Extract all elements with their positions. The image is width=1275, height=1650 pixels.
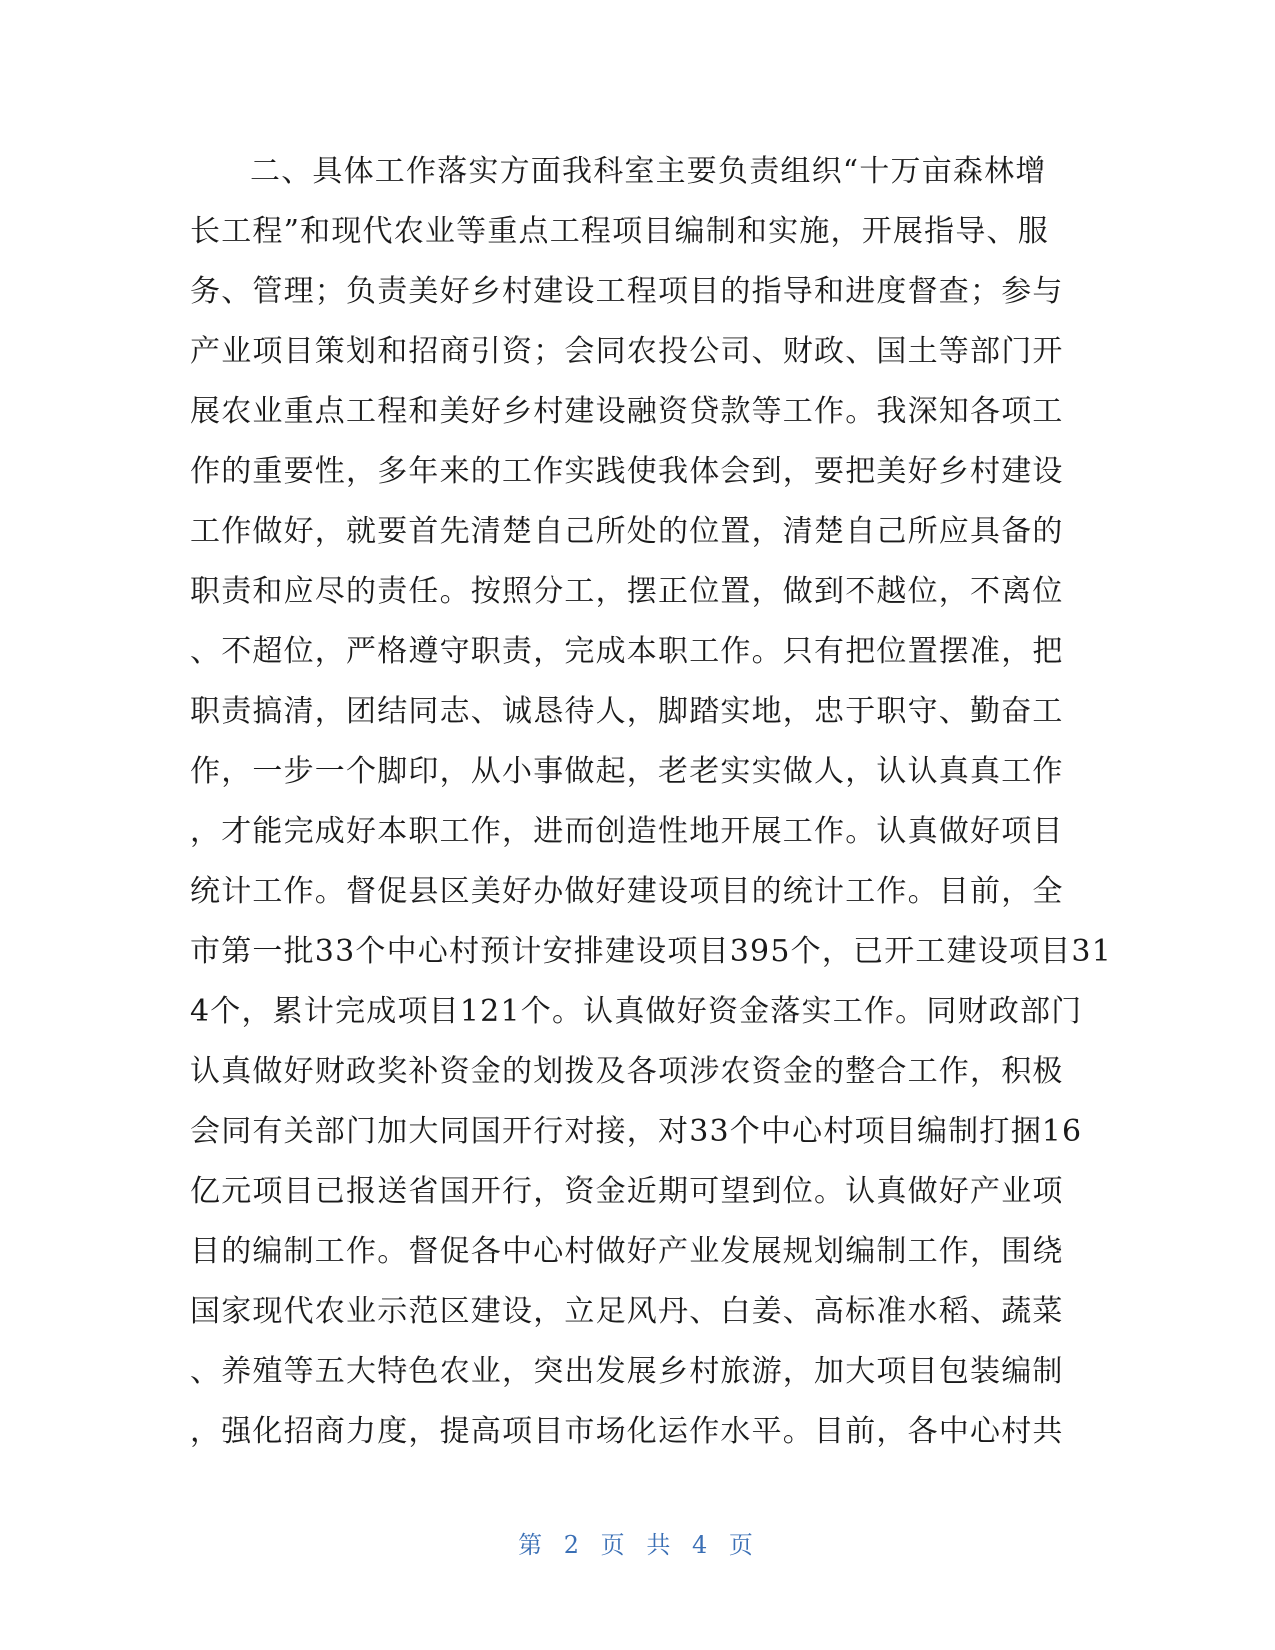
text-line: ，强化招商力度，提高项目市场化运作水平。目前，各中心村共 (190, 1414, 1064, 1449)
text-line: 市第一批33个中心村预计安排建设项目395个，已开工建设项目31 (190, 934, 1113, 969)
page-footer (0, 1525, 1275, 1560)
text-line: 目的编制工作。督促各中心村做好产业发展规划编制工作，围绕 (190, 1234, 1064, 1269)
text-line: 会同有关部门加大同国开行对接，对33个中心村项目编制打捆16 (190, 1114, 1083, 1149)
text-line: 作，一步一个脚印，从小事做起，老老实实做人，认认真真工作 (190, 754, 1064, 789)
current-page-number: 2 (563, 1531, 584, 1559)
text-line: 认真做好财政奖补资金的划拨及各项涉农资金的整合工作，积极 (190, 1054, 1064, 1089)
text-line: 长工程”和现代农业等重点工程项目编制和实施，开展指导、服 (190, 214, 1049, 249)
footer-total-word: 共 (646, 1531, 675, 1559)
text-line: 亿元项目已报送省国开行，资金近期可望到位。认真做好产业项 (190, 1174, 1064, 1209)
text-line: 4个，累计完成项目121个。认真做好资金落实工作。同财政部门 (190, 994, 1083, 1029)
text-line: 展农业重点工程和美好乡村建设融资贷款等工作。我深知各项工 (190, 394, 1064, 429)
footer-prefix: 第 (518, 1531, 547, 1559)
text-line: 、养殖等五大特色农业，突出发展乡村旅游，加大项目包装编制 (190, 1354, 1064, 1389)
text-line: 国家现代农业示范区建设，立足风丹、白姜、高标准水稻、蔬菜 (190, 1294, 1064, 1329)
text-line: 务、管理；负责美好乡村建设工程项目的指导和进度督查；参与 (190, 274, 1064, 309)
text-line: 作的重要性，多年来的工作实践使我体会到，要把美好乡村建设 (190, 454, 1064, 489)
text-line: 二、具体工作落实方面我科室主要负责组织“十万亩森林增 (250, 154, 1047, 189)
text-line: 、不超位，严格遵守职责，完成本职工作。只有把位置摆准，把 (190, 634, 1064, 669)
body-paragraph (190, 142, 1113, 1462)
text-line: 职责搞清，团结同志、诚恳待人，脚踏实地，忠于职守、勤奋工 (190, 694, 1064, 729)
footer-suffix: 页 (728, 1531, 757, 1559)
total-page-number: 4 (691, 1531, 712, 1559)
text-line: 产业项目策划和招商引资；会同农投公司、财政、国土等部门开 (190, 334, 1064, 369)
text-line: 工作做好，就要首先清楚自己所处的位置，清楚自己所应具备的 (190, 514, 1064, 549)
text-line: 职责和应尽的责任。按照分工，摆正位置，做到不越位，不离位 (190, 574, 1064, 609)
footer-page-word: 页 (600, 1531, 629, 1559)
text-line: 统计工作。督促县区美好办做好建设项目的统计工作。目前，全 (190, 874, 1064, 909)
text-line: ，才能完成好本职工作，进而创造性地开展工作。认真做好项目 (190, 814, 1064, 849)
